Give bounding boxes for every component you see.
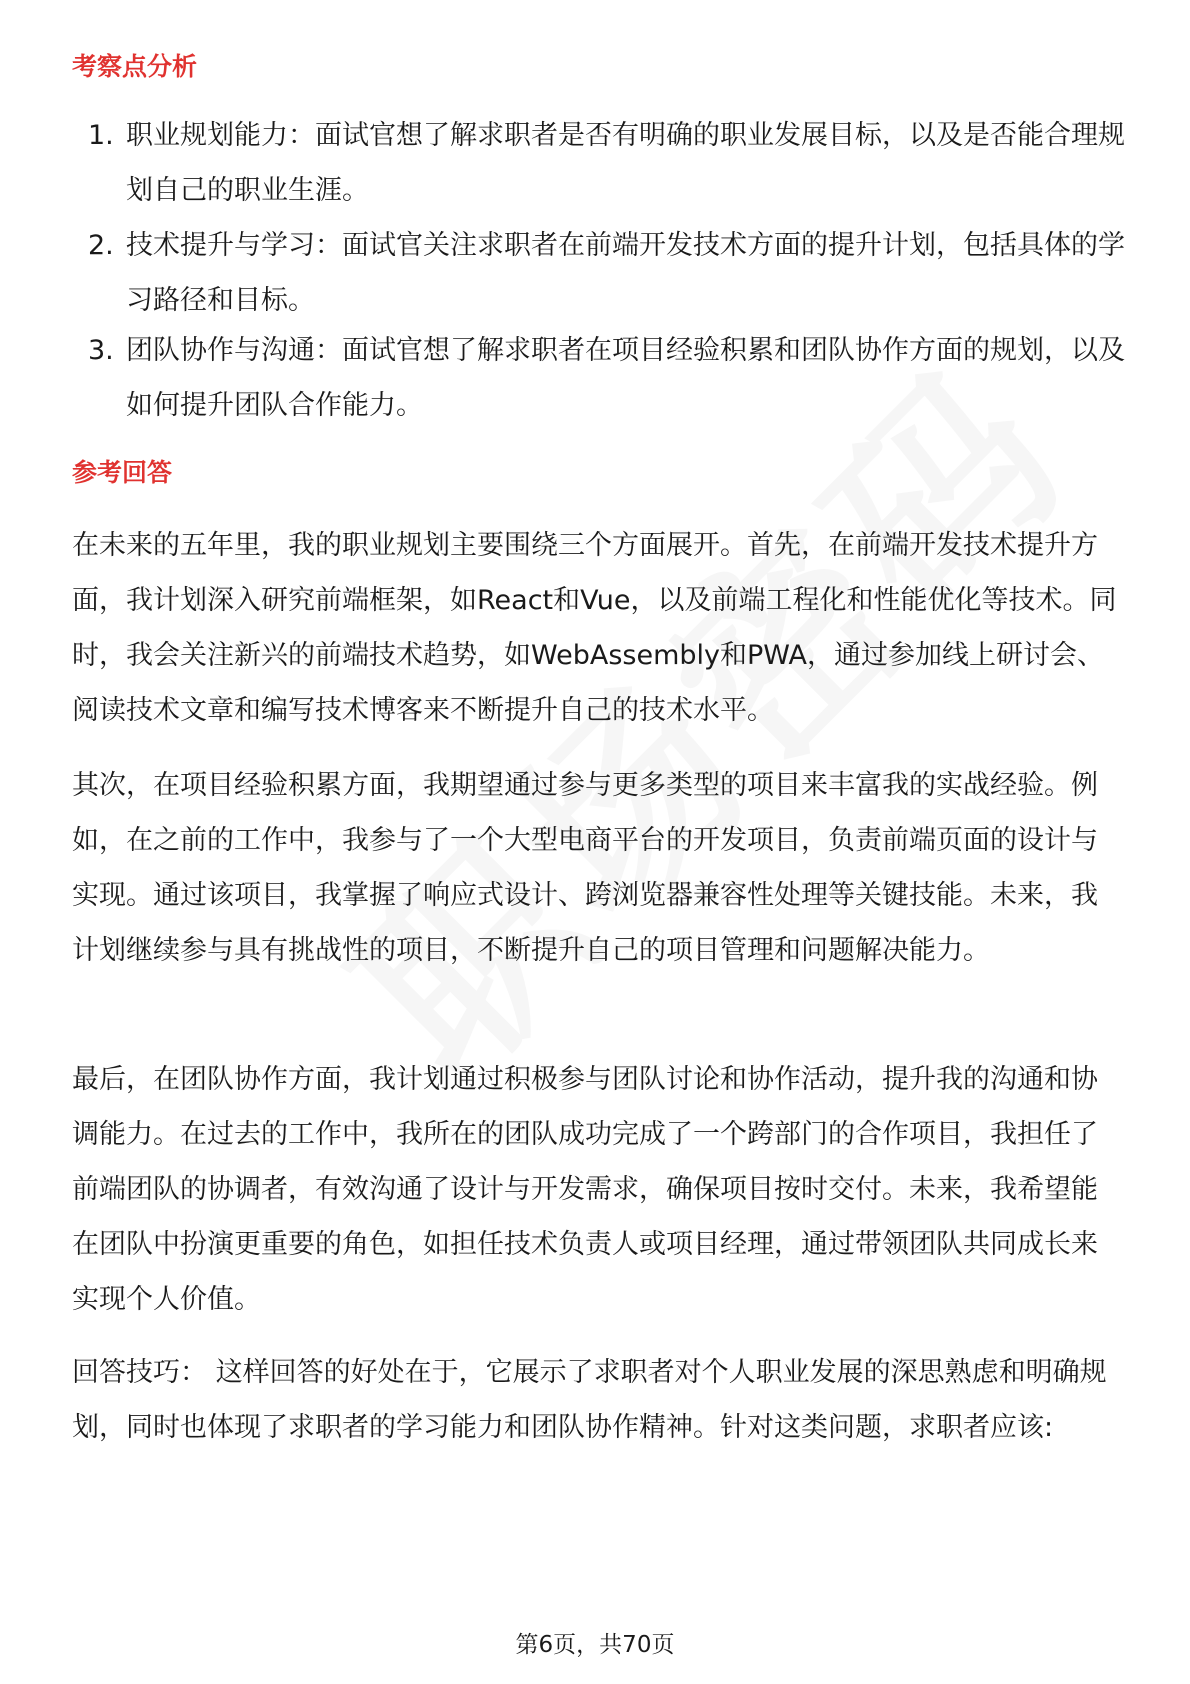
- paragraph: 其次，在项目经验积累方面，我期望通过参与更多类型的项目来丰富我的实战经验。例如，在之前的工作中，我参与了一个大型电商平台的开发项目，负责前端页面的设计与实现。通过该项目，我掌握了响应式设计、跨浏览器兼容性处理等关键技能。未来，我计划继续参与具有挑战性的项目，不断提升自己的项目管理和问题解决能力。: [72, 770, 1098, 966]
- paragraph: 在未来的五年里，我的职业规划主要围绕三个方面展开。首先，在前端开发技术提升方面，我计划深入研究前端框架，如React和Vue，以及前端工程化和性能优化等技术。同时，我会关注新兴的前端技术趋势，如WebAssembly和PWA，通过参加线上研讨会、阅读技术文章和编写技术博客来不断提升自己的技术水平。: [72, 530, 1117, 726]
- list-item-number: 1.: [88, 120, 114, 151]
- list-item-text: 职业规划能力：面试官想了解求职者是否有明确的职业发展目标，以及是否能合理规划自己的职业生涯。: [126, 120, 1125, 206]
- paragraph: 回答技巧： 这样回答的好处在于，它展示了求职者对个人职业发展的深思熟虑和明确规划，同时也体现了求职者的学习能力和团队协作精神。针对这类问题，求职者应该:: [72, 1357, 1107, 1443]
- list-item-number: 2.: [88, 230, 114, 261]
- page-footer: 第6页，共70页: [515, 1632, 675, 1658]
- answer-heading: 参考回答: [72, 458, 173, 487]
- analysis-heading: 考察点分析: [72, 52, 198, 81]
- list-item-number: 3.: [88, 335, 114, 366]
- list-item-text: 技术提升与学习：面试官关注求职者在前端开发技术方面的提升计划，包括具体的学习路径和目标。: [126, 230, 1125, 316]
- list-item-text: 团队协作与沟通：面试官想了解求职者在项目经验积累和团队协作方面的规划，以及如何提升团队合作能力。: [126, 335, 1125, 421]
- paragraph: 最后，在团队协作方面，我计划通过积极参与团队讨论和协作活动，提升我的沟通和协调能力。在过去的工作中，我所在的团队成功完成了一个跨部门的合作项目，我担任了前端团队的协调者，有效沟通了设计与开发需求，确保项目按时交付。未来，我希望能在团队中扮演更重要的角色，如担任技术负责人或项目经理，通过带领团队共同成长来实现个人价值。: [72, 1064, 1098, 1315]
